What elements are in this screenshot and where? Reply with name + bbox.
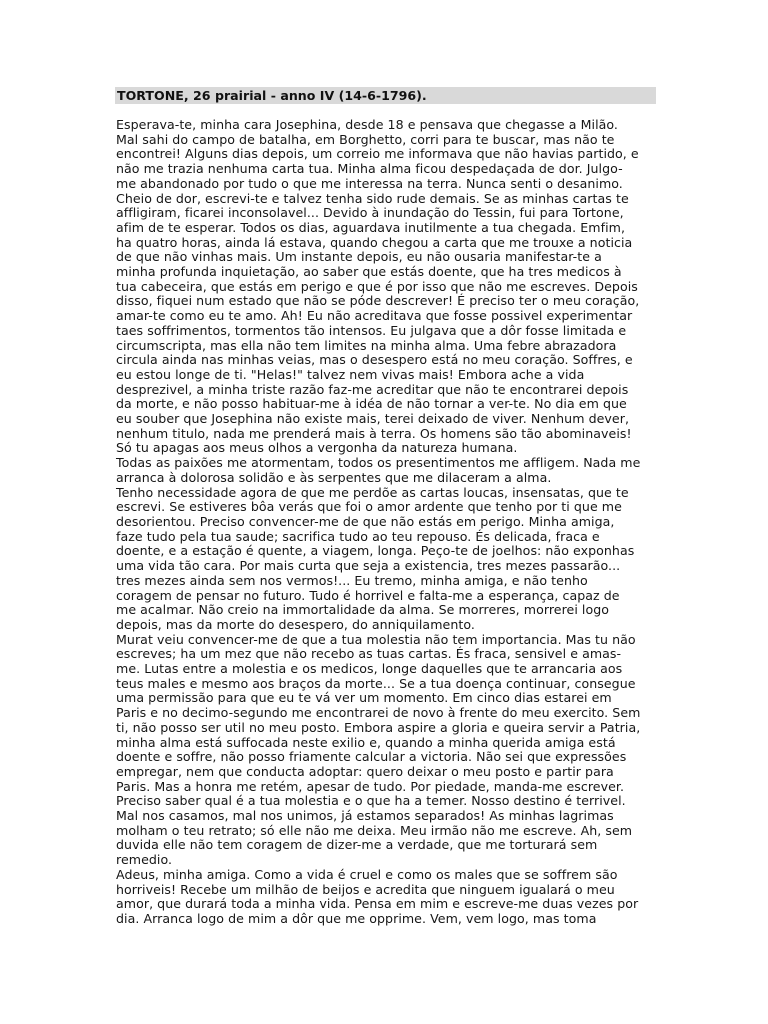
body-line: Cheio de dor, escrevi-te e talvez tenha sido rude demais. Se as minhas cartas te xyxy=(116,190,629,206)
body-line: escreves; ha um mez que não recebo as tuas cartas. És fraca, sensivel e amas- xyxy=(116,646,622,662)
body-line: uma permissão para que eu te vá ver um momento. Em cinco dias estarei em xyxy=(116,690,612,706)
body-line: minha alma está suffocada neste exilio e, quando a minha querida amiga está xyxy=(116,734,616,750)
body-line: me acalmar. Não creio na immortalidade da alma. Se morreres, morrerei logo xyxy=(116,602,610,618)
body-line: de que não vinhas mais. Um instante depois, eu não ousaria manifestar-te a xyxy=(116,249,602,265)
body-line: eu estou longe de ti. "Helas!" talvez nem vivas mais! Embora ache a vida xyxy=(116,366,585,382)
body-line: Paris e no decimo-segundo me encontrarei de novo à frente do meu exercito. Sem xyxy=(116,705,641,721)
body-line: arranca à dolorosa solidão e às serpentes que me dilaceram a alma. xyxy=(116,469,552,485)
body-line: uma vida tão cara. Por mais curta que seja a existencia, tres mezes passarão... xyxy=(116,558,621,574)
body-line: afim de te esperar. Todos os dias, aguardava inutilmente a tua chegada. Emfim, xyxy=(116,219,626,235)
body-line: circumscripta, mas ella não tem limites na minha alma. Uma febre abrazadora xyxy=(116,337,617,353)
body-line: Só tu apagas aos meus olhos a vergonha da natureza humana. xyxy=(116,440,518,456)
body-line: tua cabeceira, que estás em perigo e que é por isso que não me escreves. Depois xyxy=(116,278,638,294)
body-line: empregar, nem que conducta adoptar: quero deixar o meu posto e partir para xyxy=(116,763,614,779)
body-line: remedio. xyxy=(116,852,173,868)
body-line: doente, e a estação é quente, a viagem, longa. Peço-te de joelhos: não exponhas xyxy=(116,543,635,559)
body-line: nenhum titulo, nada me prenderá mais à terra. Os homens são tão abominaveis! xyxy=(116,425,632,441)
body-line: Murat veiu convencer-me de que a tua molestia não tem importancia. Mas tu não xyxy=(116,631,636,647)
letter-body xyxy=(116,118,661,927)
body-line: faze tudo pela tua saude; sacrifica tudo ao teu repouso. És delicada, fraca e xyxy=(116,528,600,544)
body-line: Esperava-te, minha cara Josephina, desde 18 e pensava que chegasse a Milão. xyxy=(116,117,618,132)
body-line: encontrei! Alguns dias depois, um correio me informava que não havias partido, e xyxy=(116,146,639,162)
body-line: ha quatro horas, ainda lá estava, quando chegou a carta que me trouxe a noticia xyxy=(116,234,633,250)
body-line: affligiram, ficarei inconsolavel... Devido à inundação do Tessin, fui para Tortone, xyxy=(116,205,624,221)
body-line: escrevi. Se estiveres bôa verás que foi o amor ardente que tenho por ti que me xyxy=(116,499,622,515)
body-line: Paris. Mas a honra me retém, apesar de tudo. Por piedade, manda-me escrever. xyxy=(116,778,625,794)
body-line: desprezivel, a minha triste razão faz-me acreditar que não te encontrarei depois xyxy=(116,381,629,397)
body-line: Adeus, minha amiga. Como a vida é cruel e como os males que se soffrem são xyxy=(116,866,618,882)
body-line: circula ainda nas minhas veias, mas o desespero está no meu coração. Soffres, e xyxy=(116,352,633,368)
body-line: Preciso saber qual é a tua molestia e o que ha a temer. Nosso destino é terrivel. xyxy=(116,793,626,809)
body-line: disso, fiquei num estado que não se póde descrever! É preciso ter o meu coração, xyxy=(116,293,640,309)
body-line: taes soffrimentos, tormentos tão intensos. Eu julgava que a dôr fosse limitada e xyxy=(116,322,627,338)
body-line: depois, mas da morte do desespero, do anniquilamento. xyxy=(116,616,475,632)
body-line: da morte, e não posso habituar-me à idéa de não tornar a ver-te. No dia em que xyxy=(116,396,627,412)
body-line: duvida elle não tem coragem de dizer-me a verdade, que me torturará sem xyxy=(116,837,598,853)
body-line: Tenho necessidade agora de que me perdõe as cartas loucas, insensatas, que te xyxy=(116,484,629,500)
body-line: doente e soffre, não posso friamente calcular a victoria. Não sei que expressões xyxy=(116,749,627,765)
body-line: Todas as paixões me atormentam, todos os presentimentos me affligem. Nada me xyxy=(116,455,641,471)
body-line: amar-te como eu te amo. Ah! Eu não acreditava que fosse possivel experimentar xyxy=(116,308,633,324)
body-line: coragem de pensar no futuro. Tudo é horrivel e falta-me a esperança, capaz de xyxy=(116,587,620,603)
body-line: teus males e mesmo aos braços da morte... Se a tua doença continuar, consegue xyxy=(116,675,636,691)
body-line: me. Lutas entre a molestia e os medicos, longe daquelles que te arrancaria aos xyxy=(116,661,623,677)
body-line: eu souber que Josephina não existe mais, terei deixado de viver. Nenhum dever, xyxy=(116,411,630,427)
body-line: dia. Arranca logo de mim a dôr que me opprime. Vem, vem logo, mas toma xyxy=(116,910,597,926)
body-line: me abandonado por tudo o que me interessa na terra. Nunca senti o desanimo. xyxy=(116,175,623,191)
body-line: ti, não posso ser util no meu posto. Embora aspire a gloria e queira servir a Patria, xyxy=(116,719,641,735)
body-line: amor, que durará toda a minha vida. Pensa em mim e escreve-me duas vezes por xyxy=(116,896,639,912)
letter-heading: TORTONE, 26 prairial - anno IV (14-6-1796). xyxy=(117,88,427,103)
body-line: molham o teu retrato; só elle não me deixa. Meu irmão não me escreve. Ah, sem xyxy=(116,822,633,838)
body-line: Mal nos casamos, mal nos unimos, já estamos separados! As minhas lagrimas xyxy=(116,808,614,824)
body-line: horriveis! Recebe um milhão de beijos e acredita que ninguem igualará o meu xyxy=(116,881,615,897)
body-line: desorientou. Preciso convencer-me de que não estás em perigo. Minha amiga, xyxy=(116,513,615,529)
body-line: Mal sahi do campo de batalha, em Borghetto, corri para te buscar, mas não te xyxy=(116,131,615,147)
body-line: tres mezes ainda sem nos vermos!... Eu tremo, minha amiga, e não tenho xyxy=(116,572,588,588)
body-line: minha profunda inquietação, ao saber que estás doente, que ha tres medicos à xyxy=(116,264,622,280)
body-line: não me trazia nenhuma carta tua. Minha alma ficou despedaçada de dor. Julgo- xyxy=(116,161,623,177)
